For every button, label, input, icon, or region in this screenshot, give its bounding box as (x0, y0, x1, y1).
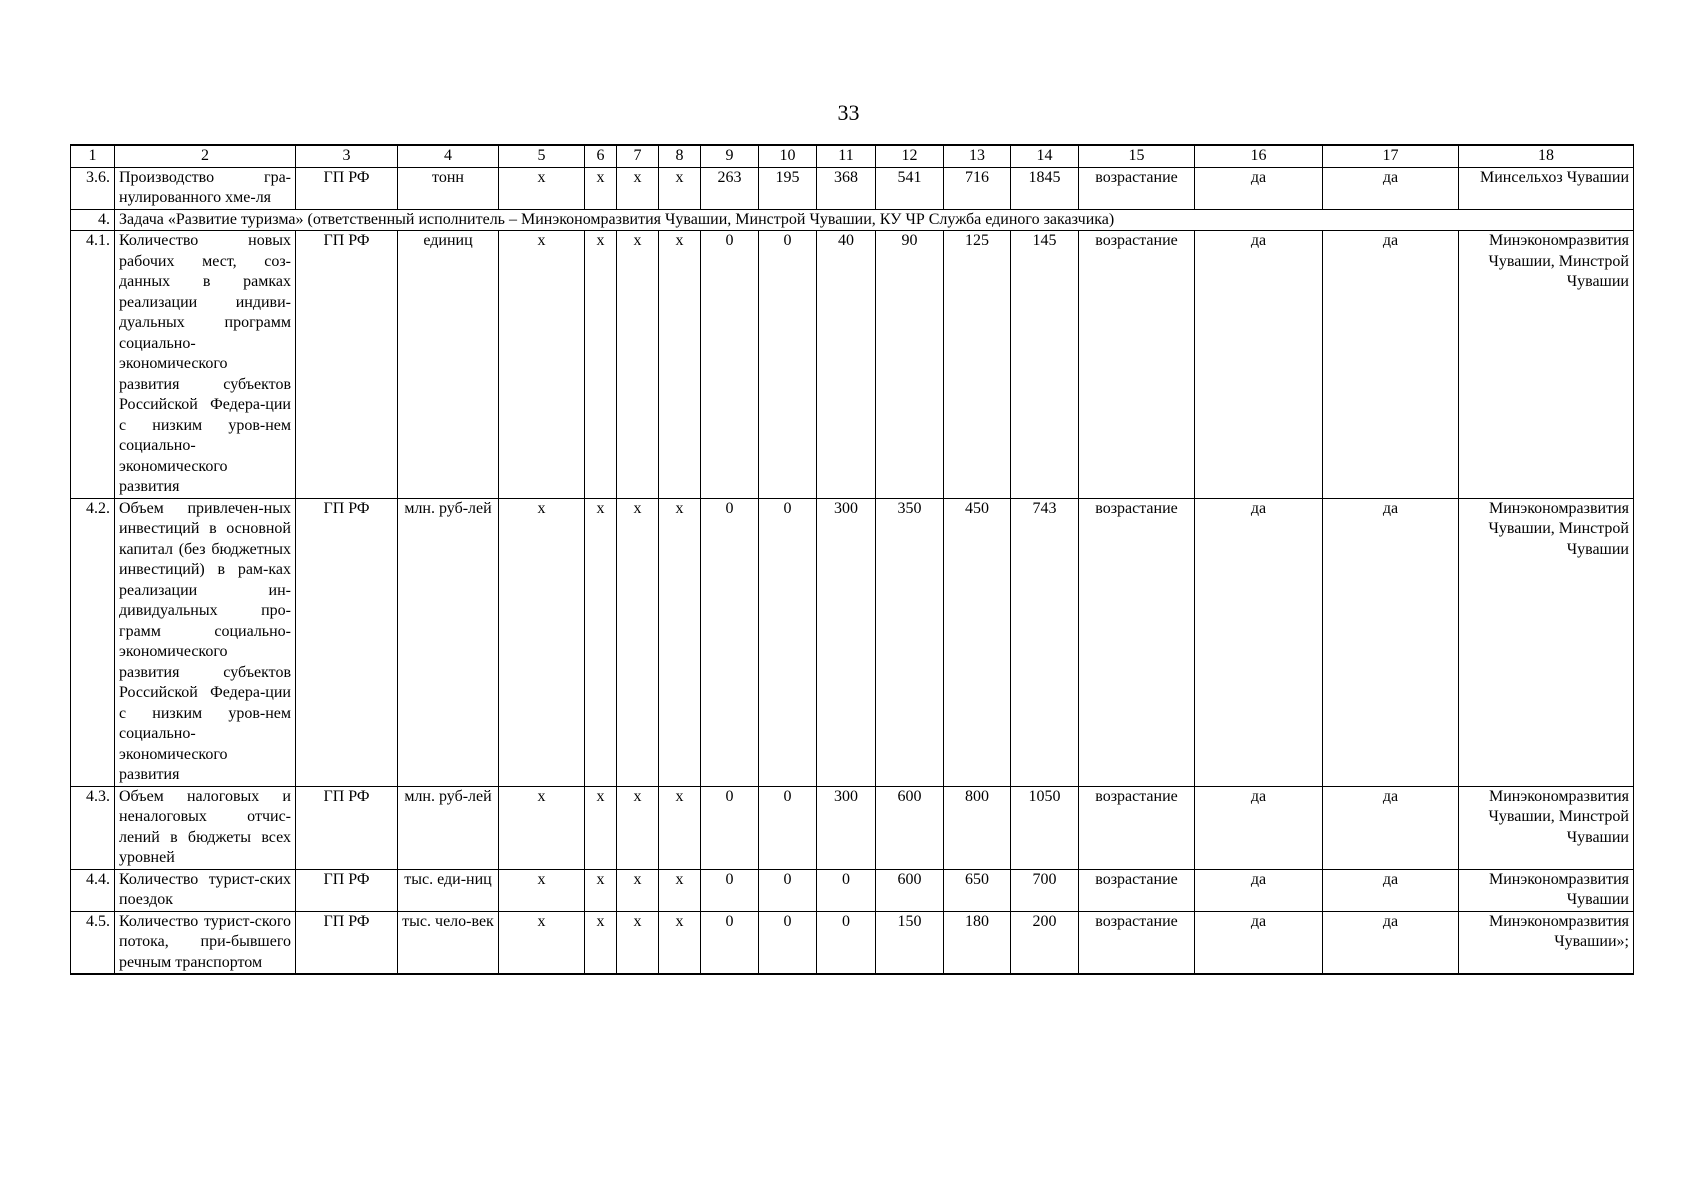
header-row (71, 145, 1634, 167)
row-number: 3.6. (71, 167, 115, 209)
trend-cell: возрастание (1079, 231, 1195, 499)
value-cell: 90 (876, 231, 944, 499)
column-header: 16 (1195, 145, 1323, 167)
value-cell: x (659, 231, 701, 499)
column-header: 9 (701, 145, 759, 167)
value-cell: 300 (817, 498, 876, 786)
value-cell: 125 (944, 231, 1011, 499)
flag-cell: да (1323, 869, 1459, 911)
value-cell: x (585, 167, 617, 209)
flag-cell: да (1323, 167, 1459, 209)
source-cell: ГП РФ (296, 869, 398, 911)
value-cell: 0 (701, 786, 759, 869)
column-header: 3 (296, 145, 398, 167)
flag-cell: да (1195, 231, 1323, 499)
indicator-name: Количество турист-ских поездок (115, 869, 296, 911)
value-cell: x (499, 167, 585, 209)
flag-cell: да (1323, 911, 1459, 974)
column-header: 13 (944, 145, 1011, 167)
value-cell: 600 (876, 786, 944, 869)
value-cell: 0 (701, 911, 759, 974)
value-cell: 600 (876, 869, 944, 911)
value-cell: 0 (817, 869, 876, 911)
indicator-name: Производство гра-нулированного хме-ля (115, 167, 296, 209)
value-cell: 0 (701, 231, 759, 499)
flag-cell: да (1323, 786, 1459, 869)
source-cell: ГП РФ (296, 498, 398, 786)
value-cell: 700 (1011, 869, 1079, 911)
value-cell: 368 (817, 167, 876, 209)
column-header: 4 (398, 145, 499, 167)
table-row (71, 498, 1634, 786)
column-header: 11 (817, 145, 876, 167)
value-cell: 0 (759, 231, 817, 499)
responsible-cell: Минэкономразвития Чувашии, Минстрой Чувашии (1459, 498, 1634, 786)
unit-cell: тыс. чело-век (398, 911, 499, 974)
task-row (71, 209, 1634, 231)
source-cell: ГП РФ (296, 911, 398, 974)
column-header: 10 (759, 145, 817, 167)
value-cell: 650 (944, 869, 1011, 911)
value-cell: 0 (817, 911, 876, 974)
source-cell: ГП РФ (296, 231, 398, 499)
task-number: 4. (71, 209, 115, 231)
value-cell: x (585, 498, 617, 786)
responsible-cell: Минсельхоз Чувашии (1459, 167, 1634, 209)
column-header: 14 (1011, 145, 1079, 167)
trend-cell: возрастание (1079, 911, 1195, 974)
source-cell: ГП РФ (296, 167, 398, 209)
source-cell: ГП РФ (296, 786, 398, 869)
value-cell: x (659, 786, 701, 869)
value-cell: 450 (944, 498, 1011, 786)
unit-cell: тонн (398, 167, 499, 209)
column-header: 15 (1079, 145, 1195, 167)
value-cell: 0 (759, 498, 817, 786)
unit-cell: единиц (398, 231, 499, 499)
column-header: 12 (876, 145, 944, 167)
trend-cell: возрастание (1079, 869, 1195, 911)
column-header: 7 (617, 145, 659, 167)
flag-cell: да (1195, 869, 1323, 911)
value-cell: x (617, 786, 659, 869)
value-cell: x (585, 786, 617, 869)
value-cell: x (617, 167, 659, 209)
value-cell: x (659, 498, 701, 786)
value-cell: 743 (1011, 498, 1079, 786)
column-header: 6 (585, 145, 617, 167)
value-cell: 0 (701, 869, 759, 911)
unit-cell: тыс. еди-ниц (398, 869, 499, 911)
value-cell: 0 (759, 869, 817, 911)
value-cell: 0 (759, 911, 817, 974)
value-cell: x (499, 498, 585, 786)
table-row (71, 911, 1634, 974)
trend-cell: возрастание (1079, 786, 1195, 869)
value-cell: 300 (817, 786, 876, 869)
value-cell: 0 (701, 498, 759, 786)
trend-cell: возрастание (1079, 498, 1195, 786)
table-row (71, 869, 1634, 911)
value-cell: 195 (759, 167, 817, 209)
value-cell: 150 (876, 911, 944, 974)
value-cell: 0 (759, 786, 817, 869)
row-number: 4.3. (71, 786, 115, 869)
column-header: 8 (659, 145, 701, 167)
value-cell: x (617, 231, 659, 499)
flag-cell: да (1195, 498, 1323, 786)
value-cell: x (659, 167, 701, 209)
trend-cell: возрастание (1079, 167, 1195, 209)
value-cell: x (617, 911, 659, 974)
responsible-cell: Минэкономразвития Чувашии»; (1459, 911, 1634, 974)
responsible-cell: Минэкономразвития Чувашии, Минстрой Чувашии (1459, 786, 1634, 869)
row-number: 4.5. (71, 911, 115, 974)
column-header: 17 (1323, 145, 1459, 167)
flag-cell: да (1195, 911, 1323, 974)
value-cell: 800 (944, 786, 1011, 869)
flag-cell: да (1323, 231, 1459, 499)
value-cell: x (585, 231, 617, 499)
column-header: 18 (1459, 145, 1634, 167)
value-cell: 200 (1011, 911, 1079, 974)
column-header: 2 (115, 145, 296, 167)
value-cell: x (659, 869, 701, 911)
value-cell: x (499, 869, 585, 911)
value-cell: 541 (876, 167, 944, 209)
value-cell: 716 (944, 167, 1011, 209)
column-header: 5 (499, 145, 585, 167)
responsible-cell: Минэкономразвития Чувашии, Минстрой Чувашии (1459, 231, 1634, 499)
unit-cell: млн. руб-лей (398, 498, 499, 786)
row-number: 4.1. (71, 231, 115, 499)
task-title: Задача «Развитие туризма» (ответственный исполнитель – Минэкономразвития Чувашии, Минстрой Чувашии, КУ ЧР Служба единого заказчика) (115, 209, 1634, 231)
table-row (71, 231, 1634, 499)
flag-cell: да (1195, 786, 1323, 869)
row-number: 4.4. (71, 869, 115, 911)
indicator-name: Количество новых рабочих мест, соз-данных в рамках реализации индиви-дуальных программ социально-экономического развития субъектов Российской Федера-ции с низким уров-нем социально-экономического развития (115, 231, 296, 499)
indicator-name: Объем налоговых и неналоговых отчис-лений в бюджеты всех уровней (115, 786, 296, 869)
page-number: 33 (837, 100, 860, 125)
value-cell: x (499, 231, 585, 499)
table-row (71, 786, 1634, 869)
value-cell: x (617, 498, 659, 786)
flag-cell: да (1323, 498, 1459, 786)
responsible-cell: Минэкономразвития Чувашии (1459, 869, 1634, 911)
value-cell: x (585, 869, 617, 911)
indicators-table (70, 144, 1634, 975)
value-cell: 263 (701, 167, 759, 209)
value-cell: x (617, 869, 659, 911)
value-cell: 145 (1011, 231, 1079, 499)
value-cell: x (499, 786, 585, 869)
indicator-name: Объем привлечен-ных инвестиций в основной капитал (без бюджетных инвестиций) в рам-ках реализации ин-дивидуальных про-грамм социально-экономического развития субъектов Российской Федера-ции с низким уров-нем социально-экономического развития (115, 498, 296, 786)
table-row (71, 167, 1634, 209)
value-cell: x (499, 911, 585, 974)
value-cell: 350 (876, 498, 944, 786)
value-cell: 180 (944, 911, 1011, 974)
column-header: 1 (71, 145, 115, 167)
value-cell: x (659, 911, 701, 974)
unit-cell: млн. руб-лей (398, 786, 499, 869)
value-cell: 1050 (1011, 786, 1079, 869)
row-number: 4.2. (71, 498, 115, 786)
flag-cell: да (1195, 167, 1323, 209)
indicator-name: Количество турист-ского потока, при-бывшего речным транспортом (115, 911, 296, 974)
value-cell: x (585, 911, 617, 974)
value-cell: 40 (817, 231, 876, 499)
value-cell: 1845 (1011, 167, 1079, 209)
